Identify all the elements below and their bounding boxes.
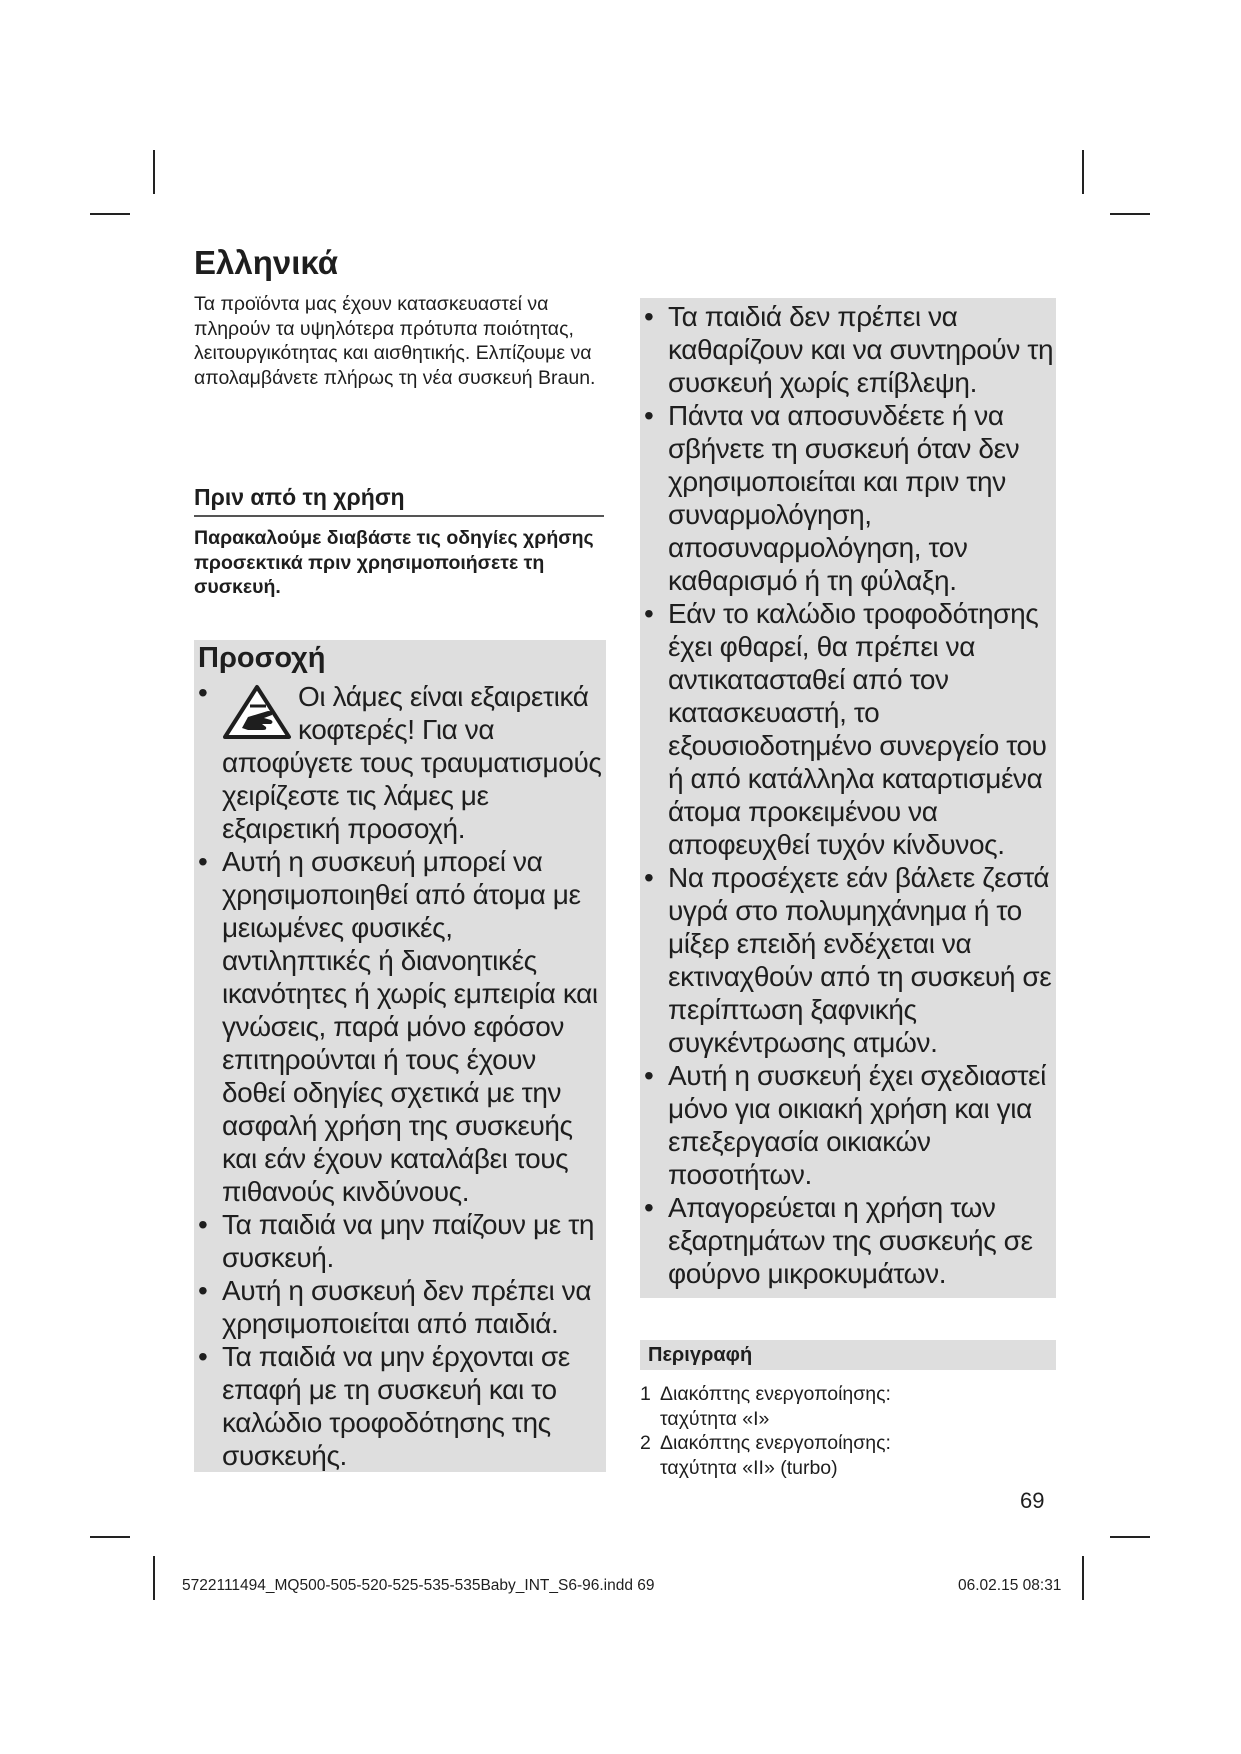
list-item xyxy=(640,300,1054,399)
crop-mark xyxy=(1082,1556,1084,1600)
item-number: 2 xyxy=(640,1432,651,1454)
list-item xyxy=(194,676,604,845)
caution-text: Να προσέχετε εάν βάλετε ζεστά υγρά στο πολυμηχάνημα ή το μίξερ επειδή ενδέχεται να εκτιναχθούν από τη συσκευή σε περίπτωση ξαφνικής συγκέντρωσης ατμών. xyxy=(668,862,1052,1058)
caution-list xyxy=(194,676,604,1472)
caution-text: Τα παιδιά δεν πρέπει να καθαρίζουν και να συντηρούν τη συσκευή χωρίς επίβλεψη. xyxy=(668,301,1054,398)
description-list xyxy=(640,1382,1050,1480)
crop-mark xyxy=(1110,1536,1150,1538)
list-item xyxy=(194,1208,604,1274)
list-item xyxy=(640,1191,1054,1290)
intro-text: Τα προϊόντα μας έχουν κατασκευαστεί να πληρούν τα υψηλότερα πρότυπα ποιότητας, λειτουργικότητας και αισθητικής. Ελπίζουμε να απολαμβάνετε πλήρως τη νέα συσκευή Braun. xyxy=(194,293,596,389)
footer-date: 06.02.15 08:31 xyxy=(958,1577,1062,1594)
crop-mark xyxy=(153,1556,155,1600)
caution-text: Πάντα να αποσυνδέετε ή να σβήνετε τη συσκευή όταν δεν χρησιμοποιείται και πριν την συναρμολόγηση, αποσυναρμολόγηση, τον καθαρισμό ή τη φύλαξη. xyxy=(668,400,1020,596)
page-title: Ελληνικά xyxy=(194,244,338,281)
page-number: 69 xyxy=(1020,1488,1045,1513)
list-item xyxy=(640,1382,1050,1431)
description-heading: Περιγραφή xyxy=(640,1340,1056,1370)
caution-heading: Προσοχή xyxy=(198,642,326,674)
caution-text: Τα παιδιά να μην παίζουν με τη συσκευή. xyxy=(222,1209,595,1273)
caution-text: Αυτή η συσκευή μπορεί να χρησιμοποιηθεί από άτομα με μειωμένες φυσικές, αντιληπτικές ή διανοητικές ικανότητες ή χωρίς εμπειρία και γνώσεις, παρά μόνο εφόσον επιτηρούνται ή τους έχουν δοθεί οδηγίες σχετικά με την ασφαλή χρήση της συσκευής και εάν έχουν καταλάβει τους πιθανούς κινδύνους. xyxy=(222,846,598,1207)
caution-box xyxy=(194,640,606,1472)
crop-mark xyxy=(90,1536,130,1538)
list-item xyxy=(640,597,1054,861)
footer-file-info: 5722111494_MQ500-505-520-525-535-535Baby_INT_S6-96.indd 69 xyxy=(182,1577,655,1594)
item-text: Διακόπτης ενεργοποίησης: ταχύτητα «I» xyxy=(660,1383,891,1430)
caution-text: Οι λάμες είναι εξαιρετικά κοφτερές! Για να αποφύγετε τους τραυματισμούς χειρίζεστε τις λάμες με εξαιρετική προσοχή. xyxy=(222,681,602,844)
list-item xyxy=(194,845,604,1208)
caution-continued-box xyxy=(640,298,1056,1298)
caution-text: Εάν το καλώδιο τροφοδότησης έχει φθαρεί, θα πρέπει να αντικατασταθεί από τον κατασκευαστή, το εξουσιοδοτημένο συνεργείο του ή από κατάλληλα καταρτισμένα άτομα προκειμένου να αποφευχθεί τυχόν κίνδυνος. xyxy=(668,598,1047,860)
blade-hand-warning-icon xyxy=(222,684,292,740)
caution-text: Αυτή η συσκευή δεν πρέπει να χρησιμοποιείται από παιδιά. xyxy=(222,1275,592,1339)
before-use-heading: Πριν από τη χρήση xyxy=(194,484,604,517)
caution-text: Τα παιδιά να μην έρχονται σε επαφή με τη συσκευή και το καλώδιο τροφοδότησης της συσκευής. xyxy=(222,1341,570,1471)
crop-mark xyxy=(90,213,130,215)
crop-mark xyxy=(1110,213,1150,215)
crop-mark xyxy=(153,150,155,194)
caution-continued-list xyxy=(640,300,1054,1290)
list-item xyxy=(640,1431,1050,1480)
list-item xyxy=(640,1059,1054,1191)
before-use-text: Παρακαλούμε διαβάστε τις οδηγίες χρήσης προσεκτικά πριν χρησιμοποιήσετε τη συσκευή. xyxy=(194,527,594,598)
caution-text: Απαγορεύεται η χρήση των εξαρτημάτων της συσκευής σε φούρνο μικροκυμάτων. xyxy=(668,1192,1033,1289)
crop-mark xyxy=(1082,150,1084,194)
caution-text: Αυτή η συσκευή έχει σχεδιαστεί μόνο για οικιακή χρήση και για επεξεργασία οικιακών ποσοτήτων. xyxy=(668,1060,1046,1190)
item-number: 1 xyxy=(640,1383,651,1405)
item-text: Διακόπτης ενεργοποίησης: ταχύτητα «II» (turbo) xyxy=(660,1432,891,1479)
list-item xyxy=(194,1340,604,1472)
list-item xyxy=(194,1274,604,1340)
list-item xyxy=(640,861,1054,1059)
list-item xyxy=(640,399,1054,597)
